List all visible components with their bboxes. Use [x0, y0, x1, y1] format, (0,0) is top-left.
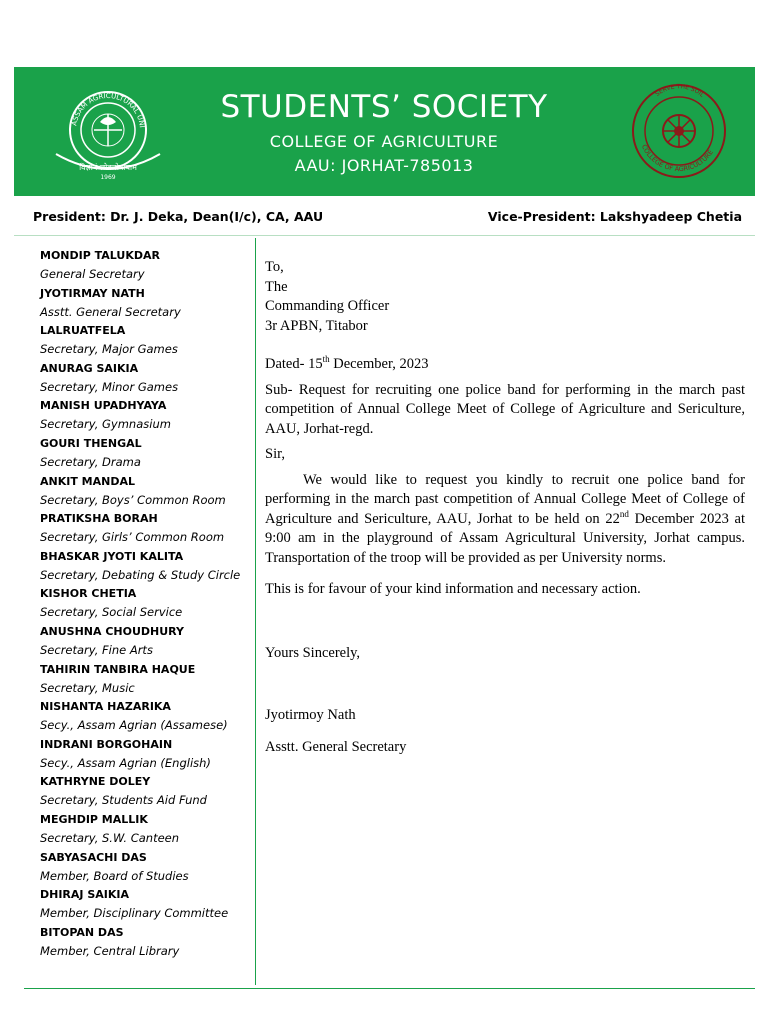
letter-subject: Sub- Request for recruiting one police band for performing in the march past competition of Annual College Meet of College of Agriculture and Sericulture, AAU, Jorhat-regd. — [265, 381, 745, 437]
bottom-divider — [24, 988, 755, 989]
member-role: Secy., Assam Agrian (Assamese) — [40, 718, 228, 733]
letter-to: To, — [265, 259, 284, 275]
logo-arc-text: ASSAM AGRICULTURAL UNI — [70, 91, 146, 129]
member-entry — [40, 623, 252, 661]
member-role: Secretary, Gymnasium — [40, 417, 171, 432]
member-entry — [40, 811, 252, 849]
logo-year: 1969 — [100, 174, 116, 181]
member-entry — [40, 886, 252, 924]
letter-the: The — [265, 278, 288, 295]
member-entry — [40, 548, 252, 586]
member-entry — [40, 473, 252, 511]
member-entry — [40, 698, 252, 736]
member-list — [40, 247, 252, 961]
member-role: Asstt. General Secretary — [40, 304, 181, 319]
member-name: KATHRYNE DOLEY — [40, 775, 151, 789]
member-name: LALRUATFELA — [40, 324, 126, 338]
member-role: General Secretary — [40, 267, 145, 281]
member-name: SABYASACHI DAS — [40, 850, 147, 864]
member-entry — [40, 435, 252, 473]
member-entry — [40, 510, 252, 548]
member-name: BITOPAN DAS — [40, 925, 124, 939]
member-role: Secretary, Boys’ Common Room — [40, 492, 226, 507]
member-name: DHIRAJ SAIKIA — [40, 888, 129, 902]
column-divider — [255, 238, 256, 985]
member-role: Member, Disciplinary Committee — [40, 906, 229, 921]
member-entry — [40, 924, 252, 962]
member-entry — [40, 849, 252, 887]
member-role: Secretary, Girls’ Common Room — [40, 530, 225, 545]
member-name: PRATIKSHA BORAH — [40, 512, 158, 526]
member-name: MEGHDIP MALLIK — [40, 812, 148, 826]
member-role: Secretary, Music — [40, 680, 135, 695]
member-role: Secretary, Fine Arts — [40, 642, 153, 657]
member-role: Secretary, Drama — [40, 454, 141, 469]
top-divider — [14, 235, 755, 236]
president-line: President: Dr. J. Deka, Dean(I/c), CA, AAU — [33, 209, 324, 224]
member-name: JYOTIRMAY NATH — [40, 286, 145, 300]
letter-designation: Asstt. General Secretary — [265, 738, 407, 755]
letter-paragraph — [265, 471, 745, 569]
member-entry — [40, 661, 252, 699]
member-entry — [40, 285, 252, 323]
letterhead-banner — [14, 67, 755, 196]
member-entry — [40, 322, 252, 360]
logo-motto: SERVE THE SOIL — [654, 83, 706, 99]
member-role: Secretary, Social Service — [40, 605, 183, 620]
member-name: ANURAG SAIKIA — [40, 361, 139, 375]
member-name: BHASKAR JYOTI KALITA — [40, 549, 184, 563]
member-entry — [40, 397, 252, 435]
member-name: ANKIT MANDAL — [40, 474, 135, 488]
vice-president-line: Vice-President: Lakshyadeep Chetia — [487, 209, 742, 224]
logo-arc-text: COLLEGE OF AGRICULTURE — [639, 143, 715, 174]
member-entry — [40, 736, 252, 774]
body-part-2: December 2023 at 9:00 am in the playground of Assam Agricultural University, Jorhat campus. Transportation of the troop will be provided as per University norms. — [265, 510, 745, 566]
letter-info-line: This is for favour of your kind information and necessary action. — [265, 581, 641, 597]
college-emblem-logo — [621, 79, 737, 177]
letter-recipient: Commanding Officer — [265, 298, 390, 314]
letter-closing: Yours Sincerely, — [265, 644, 361, 661]
member-name: INDRANI BORGOHAIN — [40, 737, 173, 751]
society-title: STUDENTS’ SOCIETY — [220, 89, 548, 125]
member-entry — [40, 585, 252, 623]
date-suffix: December, 2023 — [329, 356, 429, 372]
member-role: Secretary, Debating & Study Circle — [40, 567, 241, 582]
member-name: NISHANTA HAZARIKA — [40, 700, 171, 714]
date-sup: th — [322, 354, 330, 365]
member-name: GOURI THENGAL — [40, 436, 142, 450]
member-role: Secretary, Major Games — [40, 342, 178, 357]
member-name: ANUSHNA CHOUDHURY — [40, 624, 184, 638]
member-role: Secy., Assam Agrian (English) — [40, 755, 211, 770]
letter-body — [265, 258, 745, 757]
member-role: Member, Board of Studies — [40, 868, 189, 883]
letter-date — [265, 355, 745, 375]
member-name: MANISH UPADHYAYA — [40, 399, 167, 413]
letter-salutation: Sir, — [265, 446, 285, 462]
member-name: MONDIP TALUKDAR — [40, 249, 160, 262]
date-prefix: Dated- 15 — [265, 356, 323, 372]
body-sup: nd — [619, 508, 629, 519]
member-role: Member, Central Library — [40, 943, 180, 958]
logo-motto: विज्ञानं लोकसेवायाम — [79, 163, 137, 172]
member-role: Secretary, Students Aid Fund — [40, 793, 207, 808]
member-role: Secretary, Minor Games — [40, 379, 179, 394]
letter-recipient-address: 3r APBN, Titabor — [265, 317, 368, 334]
member-role: Secretary, S.W. Canteen — [40, 830, 180, 845]
body-part-1: We would like to request you kindly to recruit one police band for performing in the march past competition of Annual College Meet of College of Agriculture and Sericulture, AAU, Jorhat to be held on 22 — [265, 471, 745, 527]
member-name: KISHOR CHETIA — [40, 587, 137, 601]
aau-emblem-logo — [50, 84, 166, 182]
letter-signatory: Jyotirmoy Nath — [265, 707, 356, 723]
member-entry — [40, 773, 252, 811]
svg-text:ASSAM AGRICULTURAL UNIVERSITY — [50, 84, 146, 128]
member-name: TAHIRIN TANBIRA HAQUE — [40, 662, 196, 676]
college-name: COLLEGE OF AGRICULTURE — [269, 132, 499, 151]
member-entry — [40, 247, 252, 285]
college-address: AAU: JORHAT-785013 — [294, 156, 474, 175]
member-entry — [40, 360, 252, 398]
